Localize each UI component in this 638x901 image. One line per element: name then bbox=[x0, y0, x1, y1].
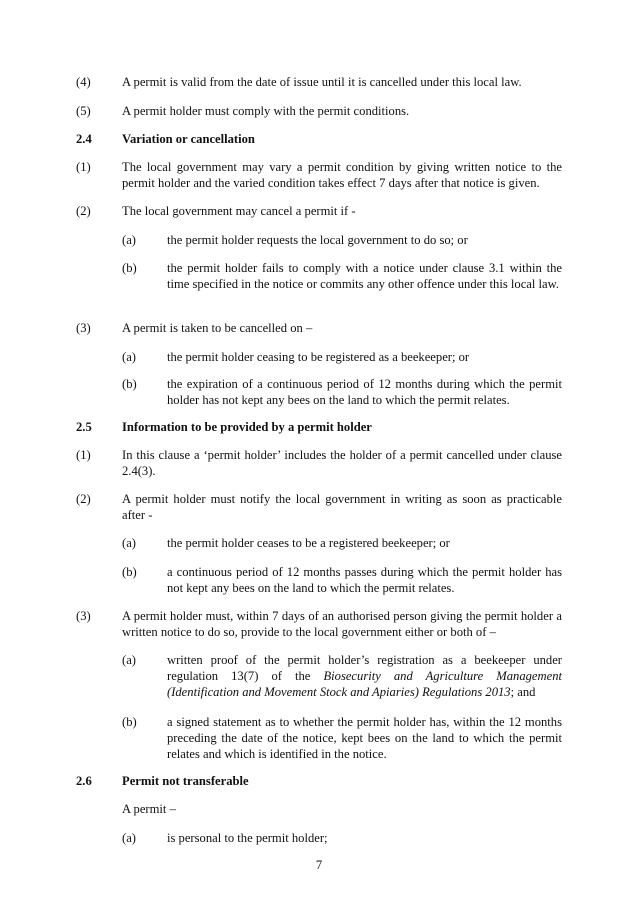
heading-number: 2.5 bbox=[76, 420, 92, 434]
subclause-text: is personal to the permit holder; bbox=[167, 831, 328, 845]
clause-number: (1) bbox=[76, 160, 91, 174]
subclause-text: the permit holder requests the local government to do so; or bbox=[167, 233, 468, 247]
clause-text: A permit holder must comply with the permit conditions. bbox=[122, 104, 410, 118]
clause-text: The local government may cancel a permit if - bbox=[122, 204, 356, 218]
page-number: 7 bbox=[315, 858, 323, 872]
subclause-label: (a) bbox=[122, 350, 136, 364]
subclause-text: the expiration of a continuous period of 12 months during which the permit holder has not kept any bees on the land to which the permit relates. bbox=[167, 377, 562, 407]
clause-number: (2) bbox=[76, 204, 91, 218]
subclause-label: (a) bbox=[122, 653, 136, 667]
clause-text: A permit holder must, within 7 days of an authorised person giving the permit holder a written notice to do so, provide to the local government either or both of – bbox=[122, 609, 562, 639]
clause-number: (4) bbox=[76, 75, 91, 89]
clause-number: (3) bbox=[76, 321, 91, 335]
heading-title: Variation or cancellation bbox=[122, 132, 255, 146]
heading-title: Permit not transferable bbox=[122, 774, 249, 788]
subclause-text: the permit holder ceases to be a registered beekeeper; or bbox=[167, 536, 450, 550]
heading-number: 2.4 bbox=[76, 132, 92, 146]
clause-text: The local government may vary a permit condition by giving written notice to the permit holder and the varied condition takes effect 7 days after that notice is given. bbox=[122, 160, 562, 190]
clause-number: (2) bbox=[76, 492, 91, 506]
heading-number: 2.6 bbox=[76, 774, 92, 788]
subclause-label: (a) bbox=[122, 831, 136, 845]
regulation-title: Biosecurity and Agriculture Management (Identification and Movement Stock and Apiaries) Regulations 2013 bbox=[167, 669, 562, 699]
subclause-label: (b) bbox=[122, 377, 137, 391]
subclause-text: the permit holder ceasing to be registered as a beekeeper; or bbox=[167, 350, 470, 364]
subclause-text: a continuous period of 12 months passes during which the permit holder has not kept any bees on the land to which the permit relates. bbox=[167, 565, 562, 595]
subclause-label: (a) bbox=[122, 536, 136, 550]
subclause-text: a signed statement as to whether the permit holder has, within the 12 months preceding the date of the notice, kept bees on the land to which the permit relates and which is identified in the notice. bbox=[167, 715, 562, 761]
clause-number: (5) bbox=[76, 104, 91, 118]
subclause-text: the permit holder fails to comply with a notice under clause 3.1 within the time specified in the notice or commits any other offence under this local law. bbox=[167, 261, 562, 291]
subclause-text bbox=[167, 652, 562, 700]
clause-number: (3) bbox=[76, 609, 91, 623]
clause-text: A permit – bbox=[122, 802, 176, 816]
clause-text: A permit is taken to be cancelled on – bbox=[122, 321, 313, 335]
subclause-label: (b) bbox=[122, 715, 137, 729]
heading-title: Information to be provided by a permit holder bbox=[122, 420, 372, 434]
subclause-label: (b) bbox=[122, 565, 137, 579]
subclause-label: (a) bbox=[122, 233, 136, 247]
subclause-text-after: ; and bbox=[510, 685, 536, 699]
clause-number: (1) bbox=[76, 448, 91, 462]
subclause-text-before: written proof of the permit holder’s registration as a beekeeper under regulation 13(7) of the bbox=[167, 653, 562, 683]
clause-text: In this clause a ‘permit holder’ includes the holder of a permit cancelled under clause 2.4(3). bbox=[122, 448, 562, 478]
clause-text: A permit holder must notify the local government in writing as soon as practicable after - bbox=[122, 492, 562, 522]
clause-text: A permit is valid from the date of issue until it is cancelled under this local law. bbox=[122, 75, 522, 89]
subclause-label: (b) bbox=[122, 261, 137, 275]
